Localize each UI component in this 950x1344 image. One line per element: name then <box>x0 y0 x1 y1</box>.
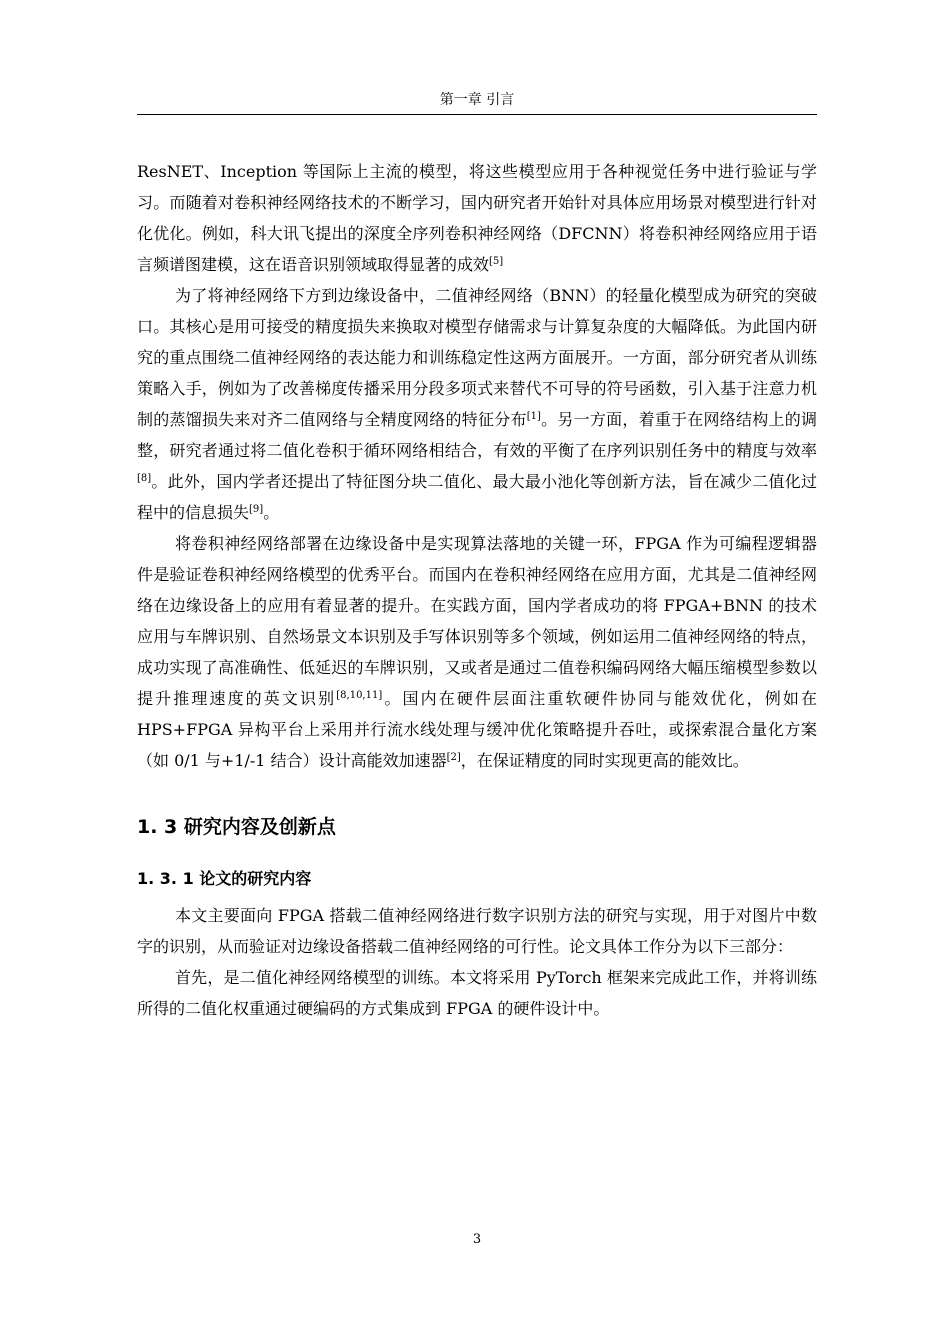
paragraph-text: 。 <box>263 503 280 522</box>
citation: [8,10,11] <box>336 690 383 701</box>
paragraph-fpga <box>137 528 817 776</box>
paragraph-text: 。另一方面，着重于在网络结构上的调整，研究者通过将二值化卷积于循环网络相结合，有效的平衡了在序列识别任务中的精度与效率 <box>137 410 817 460</box>
paragraph-research-content: 本文主要面向 FPGA 搭载二值神经网络进行数字识别方法的研究与实现，用于对图片中数字的识别，从而验证对边缘设备搭载二值神经网络的可行性。论文具体工作分为以下三部分： <box>137 906 817 956</box>
paragraph-bnn <box>137 280 817 528</box>
paragraph-first-part: 首先，是二值化神经网络模型的训练。本文将采用 PyTorch 框架来完成此工作，并将训练所得的二值化权重通过硬编码的方式集成到 FPGA 的硬件设计中。 <box>137 968 817 1018</box>
paragraph-text: ，在保证精度的同时实现更高的能效比。 <box>460 751 749 770</box>
paragraph-continuation <box>137 156 817 280</box>
paragraph-text: 将卷积神经网络部署在边缘设备中是实现算法落地的关键一环，FPGA 作为可编程逻辑器件是验证卷积神经网络模型的优秀平台。而国内在卷积神经网络在应用方面，尤其是二值神经网络在边缘设备上的应用有着显著的提升。在实践方面，国内学者成功的将 FPGA+BNN 的技术应用与车牌识别、自然场景文本识别及手写体识别等多个领域，例如运用二值神经网络的特点，成功实现了高准确性、低延迟的车牌识别，又或者是通过二值卷积编码网络大幅压缩模型参数以提升推理速度的英文识别 <box>137 534 817 708</box>
section-heading: 1. 3 研究内容及创新点 <box>137 816 336 838</box>
page-body <box>137 156 817 1024</box>
citation: [1] <box>526 411 541 422</box>
paragraph-text: 为了将神经网络下方到边缘设备中，二值神经网络（BNN）的轻量化模型成为研究的突破口。其核心是用可接受的精度损失来换取对模型存储需求与计算复杂度的大幅降低。为此国内研究的重点围绕二值神经网络的表达能力和训练稳定性这两方面展开。一方面，部分研究者从训练策略入手，例如为了改善梯度传播采用分段多项式来替代不可导的符号函数，引入基于注意力机制的蒸馏损失来对齐二值网络与全精度网络的特征分布 <box>137 286 817 429</box>
paragraph-text: 。国内在硬件层面注重软硬件协同与能效优化，例如在 HPS+FPGA 异构平台上采用并行流水线处理与缓冲优化策略提升吞吐，或探索混合量化方案（如 0/1 与+1/-1 结合）设计高能效加速器 <box>137 689 817 770</box>
citation: [5] <box>489 256 504 267</box>
citation: [9] <box>249 504 264 515</box>
citation: [2] <box>446 752 461 763</box>
running-header: 第一章 引言 <box>439 92 515 108</box>
paragraph-text: ResNET、Inception 等国际上主流的模型，将这些模型应用于各种视觉任务中进行验证与学习。而随着对卷积神经网络技术的不断学习，国内研究者开始针对具体应用场景对模型进行针对化优化。例如，科大讯飞提出的深度全序列卷积神经网络（DFCNN）将卷积神经网络应用于语言频谱图建模，这在语音识别领域取得显著的成效 <box>137 162 817 274</box>
citation: [8] <box>137 473 152 484</box>
header-divider <box>137 114 817 115</box>
page-number: 3 <box>472 1232 482 1247</box>
paragraph-text: 。此外，国内学者还提出了特征图分块二值化、最大最小池化等创新方法，旨在减少二值化过程中的信息损失 <box>137 472 817 522</box>
subsection-heading: 1. 3. 1 论文的研究内容 <box>137 869 312 888</box>
